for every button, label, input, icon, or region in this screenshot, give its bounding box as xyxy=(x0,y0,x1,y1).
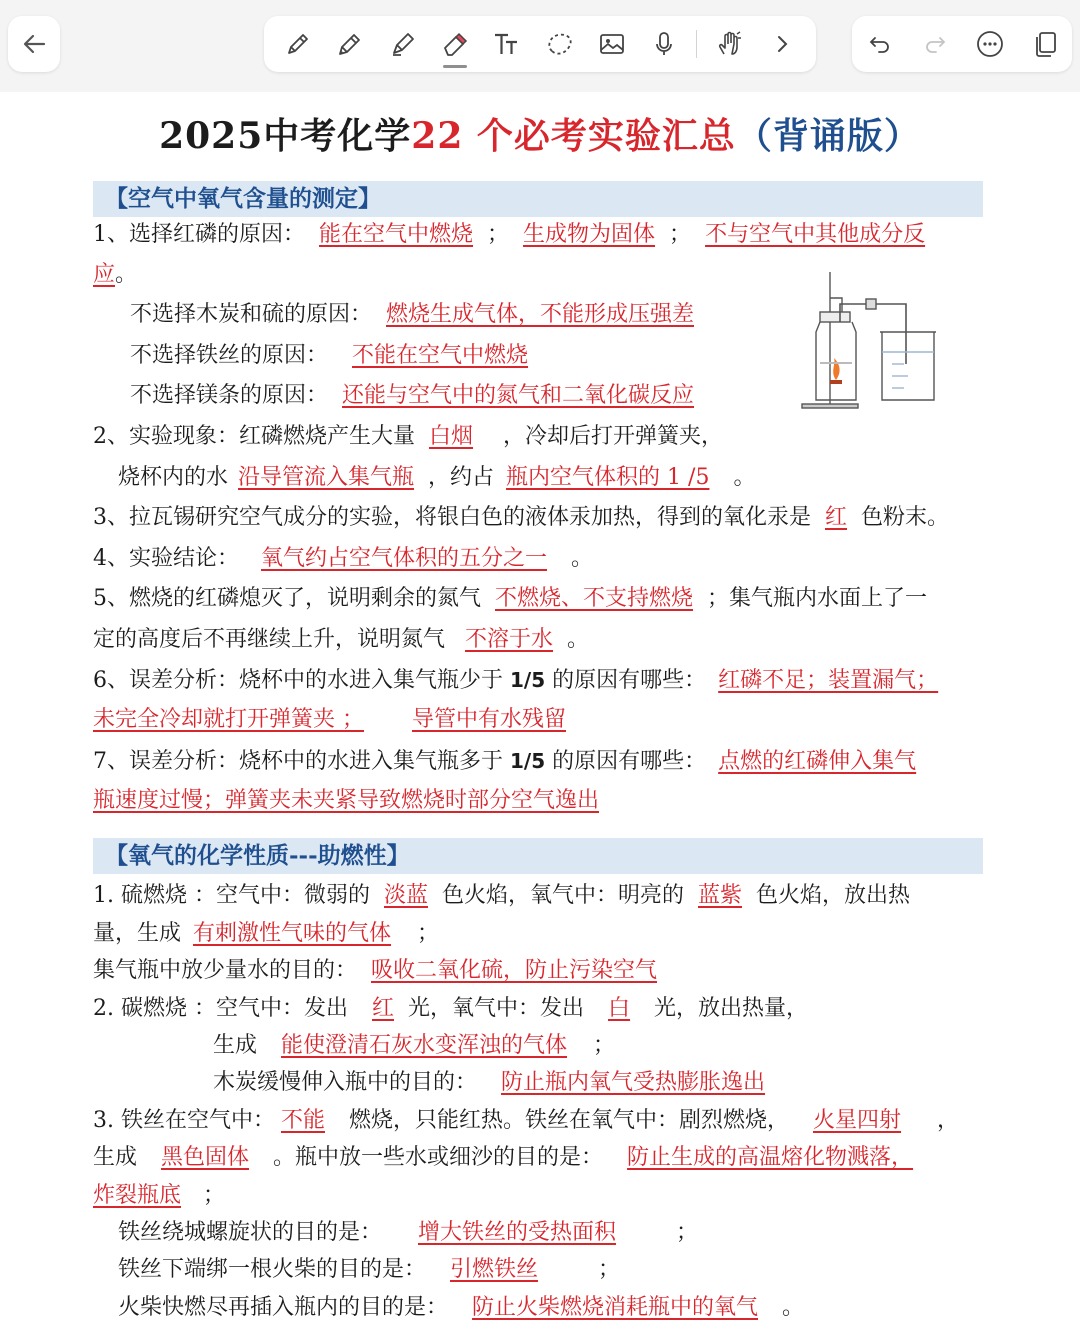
title-edition: （背诵版） xyxy=(735,115,921,157)
s1-line-12 xyxy=(93,665,938,696)
redo-icon xyxy=(920,29,950,59)
text: 生成 xyxy=(93,1145,138,1170)
answer: 引燃铁丝 xyxy=(450,1257,539,1282)
s2-line-9 xyxy=(93,1181,225,1211)
voice-tool[interactable] xyxy=(644,24,684,64)
text: 6、误差分析：烧杯中的水进入集气瓶少于 xyxy=(93,668,503,693)
answer: 瓶速度过慢；弹簧夹未夹紧导致燃烧时部分空气逸出 xyxy=(93,788,600,813)
s1-line-4 xyxy=(130,341,624,371)
s1-line-14 xyxy=(93,746,916,777)
answer: 不燃烧、不支持燃烧 xyxy=(495,586,694,611)
redo-button[interactable] xyxy=(915,24,955,64)
s1-line-8 xyxy=(93,503,949,533)
back-button[interactable] xyxy=(8,16,60,72)
s1-line-15 xyxy=(93,786,635,816)
title-highlight: 22 个必考实验汇总 xyxy=(411,115,736,157)
fraction: 1/5 xyxy=(510,668,546,692)
text: 光，放出热量， xyxy=(654,996,809,1021)
text: 3. 铁丝在空气中： xyxy=(93,1108,275,1133)
document-actions xyxy=(852,16,1072,72)
more-button[interactable] xyxy=(970,24,1010,64)
text: 烧杯内的水 xyxy=(118,465,229,490)
text: 的原因有哪些： xyxy=(552,749,707,774)
copy-pages-icon xyxy=(1030,29,1060,59)
text: 集气瓶中放少量水的目的： xyxy=(93,958,358,983)
text: ； xyxy=(203,1183,226,1208)
pages-button[interactable] xyxy=(1025,24,1065,64)
answer: 沿导管流入集气瓶 xyxy=(238,465,415,490)
text: 3、拉瓦锡研究空气成分的实验，将银白色的液体汞加热，得到的氧化汞是 xyxy=(93,505,811,530)
pen-tool[interactable] xyxy=(278,24,318,64)
text: 不选择铁丝的原因： xyxy=(130,343,329,368)
text: 不选择木炭和硫的原因： xyxy=(130,302,373,327)
text-tool-icon xyxy=(492,29,522,59)
section-heading-oxygen-properties: 【氧气的化学性质---助燃性】 xyxy=(93,838,983,874)
more-icon xyxy=(975,29,1005,59)
toolbar-divider xyxy=(696,30,697,58)
answer: 蓝紫 xyxy=(698,883,743,908)
text: 。 xyxy=(571,546,594,571)
text: 7、误差分析：烧杯中的水进入集气瓶多于 xyxy=(93,749,503,774)
text: 4、实验结论： xyxy=(93,546,239,571)
s2-line-4 xyxy=(93,994,808,1024)
answer: 燃烧生成气体，不能形成压强差 xyxy=(386,302,695,327)
answer: 瓶内空气体积的 1 /5 xyxy=(506,465,710,490)
answer: 红 xyxy=(825,505,848,530)
answer: 应 xyxy=(93,262,116,287)
title-main: 2025中考化学 xyxy=(159,115,412,157)
s1-line-7 xyxy=(118,463,755,493)
more-tools-button[interactable] xyxy=(762,24,802,64)
image-tool[interactable] xyxy=(592,24,632,64)
s1-line-11 xyxy=(93,625,589,655)
text: 1、选择红磷的原因： xyxy=(93,222,305,247)
text: 燃烧，只能红热。铁丝在氧气中：剧烈燃烧， xyxy=(349,1108,790,1133)
text: ； xyxy=(676,1220,699,1245)
text: 。 xyxy=(115,262,138,287)
drawing-tools xyxy=(264,16,816,72)
answer: 淡蓝 xyxy=(383,883,428,908)
answer: 炸裂瓶底 xyxy=(93,1183,182,1208)
text: 。 xyxy=(567,627,590,652)
text: 定的高度后不再继续上升，说明氮气 xyxy=(93,627,446,652)
s2-line-10 xyxy=(118,1218,698,1248)
answer: 红磷不足；装置漏气； xyxy=(718,668,939,693)
answer: 氧气约占空气体积的五分之一 xyxy=(261,546,548,571)
text: 火柴快燃尽再插入瓶内的目的是： xyxy=(118,1295,449,1320)
answer: 白烟 xyxy=(429,424,474,449)
arrow-left-icon xyxy=(20,30,48,58)
text: 2. 碳燃烧 ：空气中：发出 xyxy=(93,996,348,1021)
fraction: 1/5 xyxy=(510,749,546,773)
text: 不选择镁条的原因： xyxy=(130,383,329,408)
text: 的原因有哪些： xyxy=(552,668,707,693)
pencil-tool[interactable] xyxy=(330,24,370,64)
s2-line-6 xyxy=(213,1068,813,1098)
text: ； xyxy=(593,1033,616,1058)
top-toolbar xyxy=(0,0,1080,92)
text: 铁丝绕城螺旋状的目的是： xyxy=(118,1220,383,1245)
text: 生成 xyxy=(213,1033,258,1058)
answer: 黑色固体 xyxy=(161,1145,250,1170)
text: ， xyxy=(937,1108,960,1133)
answer: 火星四射 xyxy=(813,1108,902,1133)
text: 色火焰，放出热 xyxy=(756,883,911,908)
s1-line-13 xyxy=(93,705,576,735)
text: 量，生成 xyxy=(93,921,182,946)
answer: 防止瓶内氧气受热膨胀逸出 xyxy=(501,1070,766,1095)
text-tool[interactable] xyxy=(487,24,527,64)
hand-touch-icon xyxy=(715,29,745,59)
s1-line-10 xyxy=(93,584,927,614)
page-title xyxy=(0,108,1080,159)
s2-line-5 xyxy=(213,1031,615,1061)
text: 铁丝下端绑一根火柴的目的是： xyxy=(118,1257,427,1282)
text: 木炭缓慢伸入瓶中的目的： xyxy=(213,1070,478,1095)
eraser-icon xyxy=(440,29,470,59)
text: 色粉末。 xyxy=(861,505,950,530)
s2-line-12 xyxy=(118,1293,804,1323)
answer: 不能 xyxy=(280,1108,325,1133)
lasso-icon xyxy=(544,29,574,59)
answer: 未完全冷却就打开弹簧夹 ； xyxy=(93,707,364,732)
text: ，约占 xyxy=(428,465,495,490)
apparatus-illustration xyxy=(796,268,948,410)
text: 2、实验现象：红磷燃烧产生大量 xyxy=(93,424,415,449)
text: ，冷却后打开弹簧夹， xyxy=(503,424,724,449)
answer: 吸收二氧化硫，防止污染空气 xyxy=(371,958,658,983)
s2-line-2 xyxy=(93,919,439,949)
image-icon xyxy=(597,29,627,59)
answer: 生成物为固体 xyxy=(523,222,656,247)
answer: 导管中有水残留 xyxy=(412,707,567,732)
answer: 不与空气中其他成分反 xyxy=(705,222,926,247)
s1-line-6 xyxy=(93,422,723,452)
microphone-icon xyxy=(649,29,679,59)
text: 。 xyxy=(782,1295,805,1320)
text: ； xyxy=(669,222,692,247)
answer: 不溶于水 xyxy=(465,627,554,652)
undo-button[interactable] xyxy=(860,24,900,64)
text: 。 xyxy=(733,465,756,490)
chevron-right-icon xyxy=(767,29,797,59)
s1-line-1 xyxy=(93,220,925,250)
s1-line-5 xyxy=(130,381,718,411)
answer: 白 xyxy=(608,996,631,1021)
section-heading-oxygen-content: 【空气中氧气含量的测定】 xyxy=(93,181,983,217)
s2-line-7 xyxy=(93,1106,959,1136)
s1-line-2 xyxy=(93,260,137,290)
text: 。瓶中放一些水或细沙的目的是： xyxy=(273,1145,604,1170)
s2-line-1 xyxy=(93,881,910,911)
s2-line-8 xyxy=(93,1143,913,1173)
answer: 能使澄清石灰水变浑浊的气体 xyxy=(281,1033,568,1058)
text: 5、燃烧的红磷熄灭了，说明剩余的氮气 xyxy=(93,586,481,611)
answer: 防止火柴燃烧消耗瓶中的氧气 xyxy=(472,1295,759,1320)
text: ； xyxy=(487,222,510,247)
hand-tool[interactable] xyxy=(710,24,750,64)
answer: 还能与空气中的氮气和二氧化碳反应 xyxy=(342,383,695,408)
answer: 能在空气中燃烧 xyxy=(319,222,474,247)
answer: 防止生成的高温熔化物溅落， xyxy=(627,1145,914,1170)
answer: 增大铁丝的受热面积 xyxy=(418,1220,617,1245)
answer: 点燃的红磷伸入集气 xyxy=(718,749,917,774)
lasso-tool[interactable] xyxy=(539,24,579,64)
answer: 有刺激性气味的气体 xyxy=(193,921,392,946)
pencil-icon xyxy=(335,29,365,59)
eraser-tool[interactable] xyxy=(435,24,475,64)
s2-line-3 xyxy=(93,956,693,986)
s1-line-3 xyxy=(130,300,718,330)
answer: 红 xyxy=(371,996,394,1021)
text: 光，氧气中：发出 xyxy=(408,996,585,1021)
text: ；集气瓶内水面上了一 xyxy=(707,586,928,611)
highlighter-tool[interactable] xyxy=(383,24,423,64)
s1-line-9 xyxy=(93,544,593,574)
s2-line-11 xyxy=(118,1255,620,1285)
pen-icon xyxy=(283,29,313,59)
answer: 不能在空气中燃烧 xyxy=(352,343,529,368)
highlighter-icon xyxy=(388,29,418,59)
text: 1. 硫燃烧 ：空气中：微弱的 xyxy=(93,883,370,908)
text: 色火焰，氧气中：明亮的 xyxy=(442,883,685,908)
text: ； xyxy=(598,1257,621,1282)
text: ； xyxy=(417,921,440,946)
undo-icon xyxy=(865,29,895,59)
